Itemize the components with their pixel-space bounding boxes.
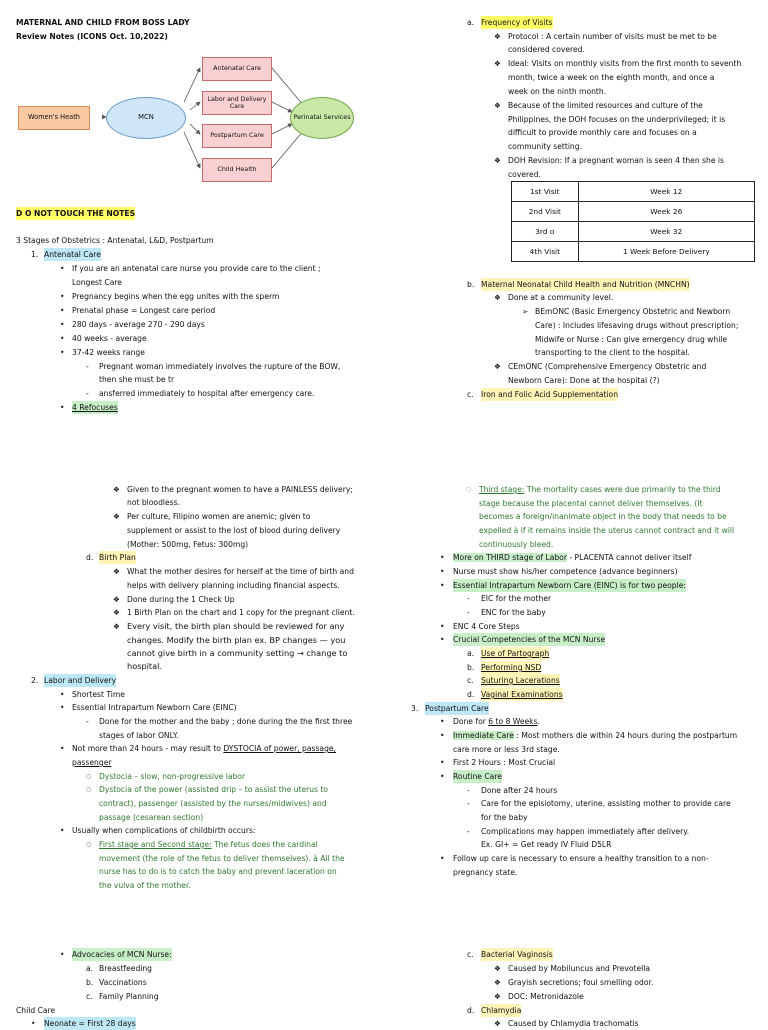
list-item: Essential Intrapartum Newborn Care (EINC) [72, 703, 237, 712]
list-item: then she must be tr [99, 375, 175, 384]
third-stage-term: Third stage: [479, 485, 525, 494]
list-item: CEmONC (Comprehensive Emergency Obstetric and [508, 362, 707, 371]
table-cell: Week 26 [578, 202, 754, 222]
birth-plan-heading: Birth Plan [99, 551, 136, 564]
list-item: 1 Birth Plan on the chart and 1 copy for the pregnant client. [127, 608, 355, 617]
list-item: Pregnancy begins when the egg unites with the sperm [72, 292, 280, 301]
table-row [512, 242, 755, 262]
list-item: movement (the role of the fetus to deliver themselves). à All the [99, 854, 345, 863]
list-letter: b. [467, 280, 475, 289]
list-item: the vulva of the mother. [99, 881, 191, 890]
list-item: hospital. [127, 661, 163, 671]
list-item: expelled à if it remains inside the uterus cannot contract and it will [479, 526, 735, 535]
list-item: contract), passenger (assisted by the nurses/midwives) and [99, 799, 327, 808]
list-item: Vaginal Examinations [481, 688, 563, 701]
mnchn-heading: Maternal Neonatal Child Health and Nutrition (MNCHN) [481, 278, 690, 291]
frequency-of-visits-heading: Frequency of Visits [481, 16, 553, 29]
table-row [512, 202, 755, 222]
dash: - [86, 389, 89, 398]
list-item: for the baby [481, 813, 528, 822]
bullet: • [60, 348, 65, 357]
list-item: Performing NSD [481, 661, 541, 674]
diamond-bullet: ❖ [113, 567, 120, 576]
diamond-bullet: ❖ [494, 1019, 501, 1028]
list-item-text: . [537, 717, 540, 726]
list-item: covered. [508, 170, 541, 179]
diamond-bullet: ❖ [113, 512, 120, 521]
postpartum-care-box: Postpartum Care [202, 124, 272, 148]
third-stage-highlight: More on THIRD stage of Labor [453, 553, 567, 562]
list-item: changes. Modify the birth plan ex. BP changes — you [127, 635, 346, 645]
bullet: • [440, 553, 445, 562]
bullet: • [60, 320, 65, 329]
list-item: nurse has to do is to catch the baby and prevent laceration on [99, 867, 337, 876]
list-item [453, 551, 691, 564]
bullet: • [440, 581, 445, 590]
list-item: Given to the pregnant women to have a PAINLESS delivery; [127, 485, 353, 494]
list-item: Dystocia of the power (assisted drip – to assist the uterus to [99, 785, 329, 794]
list-item [99, 838, 369, 851]
circle-bullet: ○ [86, 786, 92, 793]
list-item: difficult to provide monthly care and focuses on a [508, 128, 697, 137]
list-item-text: Done for [453, 717, 489, 726]
list-number: 2. [31, 676, 39, 685]
dash: - [467, 594, 470, 603]
stage-term: First stage and Second stage: [99, 840, 212, 849]
antenatal-care-heading: Antenatal Care [44, 248, 101, 261]
diamond-bullet: ❖ [113, 608, 120, 617]
list-item: 40 weeks - average [72, 334, 147, 343]
visits-table [511, 181, 755, 262]
table-cell: Week 12 [578, 182, 754, 202]
list-item: supplement or assist to the lost of blood during delivery [127, 526, 341, 535]
list-letter: c. [467, 950, 474, 959]
womens-health-box: Women's Heath [18, 106, 90, 130]
table-cell: 1st Visit [512, 182, 579, 202]
mcn-node: MCN [106, 97, 186, 139]
list-item: passage (cesarean section) [99, 813, 204, 822]
list-item: Newborn Care): Done at the hospital (?) [508, 376, 660, 385]
iron-folic-heading: Iron and Folic Acid Supplementation [481, 388, 618, 401]
list-item: Done at a community level. [508, 293, 614, 302]
list-item: ENC for the baby [481, 608, 546, 617]
list-letter: d. [86, 553, 94, 562]
list-item: 37-42 weeks range [72, 348, 145, 357]
list-item: Longest Care [72, 278, 122, 287]
diamond-bullet: ❖ [494, 156, 501, 165]
list-item: becomes a foreign/inanimate object in the body that needs to be [479, 512, 727, 521]
perinatal-services-node: Perinatal Services [290, 97, 354, 139]
diamond-bullet: ❖ [494, 964, 501, 973]
list-item: Crucial Competencies of the MCN Nurse [453, 633, 605, 646]
document-title: MATERNAL AND CHILD FROM BOSS LADY [16, 18, 190, 27]
bullet: • [440, 854, 445, 863]
list-letter: b. [86, 978, 94, 987]
list-item: Because of the limited resources and culture of the [508, 101, 703, 110]
bullet: • [60, 334, 65, 343]
list-letter: a. [86, 964, 94, 973]
list-item: helps with delivery planning including financial aspects. [127, 581, 340, 590]
labor-delivery-heading: Labor and Delivery [44, 674, 116, 687]
bullet: • [440, 758, 445, 767]
list-letter: c. [467, 676, 474, 685]
list-item-text: Not more than 24 hours - may result to [72, 744, 224, 753]
dystocia-term: DYSTOCIA of power, passage, [223, 744, 336, 753]
table-cell: Week 32 [578, 222, 754, 242]
list-item: Usually when complications of childbirth occurs: [72, 826, 256, 835]
dash: - [467, 786, 470, 795]
diamond-bullet: ❖ [494, 101, 501, 110]
list-item: ENC 4 Core Steps [453, 622, 520, 631]
table-cell: 4th Visit [512, 242, 579, 262]
list-item: Caused by Chlamydia trachomatis [508, 1019, 639, 1028]
table-cell: 1 Week Before Delivery [578, 242, 754, 262]
bullet: • [60, 306, 65, 315]
list-item: Protocol : A certain number of visits must be met to be [508, 32, 717, 41]
list-item [479, 483, 721, 496]
diamond-bullet: ❖ [494, 362, 501, 371]
list-item: Breastfeeding [99, 964, 153, 973]
list-item: Grayish secretions; foul smelling odor. [508, 978, 654, 987]
bullet: • [31, 1019, 36, 1028]
list-item: community setting. [508, 142, 582, 151]
document-subtitle: Review Notes (ICONS Oct. 10,2022) [16, 32, 168, 41]
list-letter: a. [467, 649, 475, 658]
child-care-heading: Child Care [16, 1006, 56, 1015]
bullet: • [60, 703, 65, 712]
list-item: First 2 Hours : Most Crucial [453, 758, 556, 767]
dash: - [467, 608, 470, 617]
list-item: BEmONC (Basic Emergency Obstetric and Newborn [535, 307, 731, 316]
dash: - [467, 827, 470, 836]
diamond-bullet: ❖ [494, 293, 501, 302]
list-item [453, 729, 737, 742]
table-cell: 2nd Visit [512, 202, 579, 222]
bullet: • [60, 690, 65, 699]
postpartum-care-heading: Postpartum Care [425, 702, 489, 715]
list-letter: d. [467, 690, 475, 699]
list-item: Care) : Includes lifesaving drugs without prescription; [535, 321, 739, 330]
list-item: not bloodless. [127, 498, 181, 507]
list-item: pregnancy state. [453, 868, 518, 877]
list-item: Follow up care is necessary to ensure a healthy transition to a non- [453, 854, 709, 863]
list-item: (Mother: 500mg, Fetus: 300mg) [127, 540, 249, 549]
list-item: week on the ninth month. [508, 87, 607, 96]
bullet: • [440, 731, 445, 740]
list-letter: c. [86, 992, 93, 1001]
bullet: • [60, 292, 65, 301]
list-item: Family Planning [99, 992, 159, 1001]
bullet: • [440, 717, 445, 726]
diamond-bullet: ❖ [494, 992, 501, 1001]
list-item: Ideal: Visits on monthly visits from the first month to seventh [508, 59, 742, 68]
bullet: • [440, 772, 445, 781]
list-item: considered covered. [508, 45, 585, 54]
refocuses-item: 4 Refocuses [72, 401, 118, 414]
list-item: cannot give birth in a community setting → change to [127, 648, 348, 658]
list-item [453, 715, 540, 728]
list-item: Suturing Lacerations [481, 674, 560, 687]
arrow-bullet: ➢ [522, 307, 529, 316]
circle-bullet: ○ [86, 841, 92, 848]
antenatal-care-box: Antenatal Care [202, 57, 272, 81]
dash: - [467, 799, 470, 808]
bullet: • [60, 826, 65, 835]
bullet: • [440, 622, 445, 631]
duration-term: 6 to 8 Weeks [488, 717, 538, 726]
list-item: care more or less 3rd stage. [453, 745, 560, 754]
list-item-text: The fetus does the cardinal [211, 840, 318, 849]
list-item: Pregnant woman immediately involves the rupture of the BOW, [99, 362, 341, 371]
list-item: Every visit, the birth plan should be reviewed for any [127, 621, 345, 631]
list-item [72, 742, 336, 755]
list-number: 3. [411, 704, 419, 713]
routine-care-term: Routine Care [453, 770, 502, 783]
diamond-bullet: ❖ [494, 978, 501, 987]
diamond-bullet: ❖ [494, 59, 501, 68]
list-item: DOH Revision: If a pregnant woman is seen 4 then she is [508, 156, 724, 165]
neonate-item: Neonate = First 28 days [44, 1017, 136, 1030]
immediate-care-term: Immediate Care [453, 731, 514, 740]
do-not-touch-notice: D O NOT TOUCH THE NOTES [16, 207, 135, 220]
list-item: Done during the 1 Check Up [127, 595, 235, 604]
list-number: 1. [31, 250, 39, 259]
list-item: continuously bleed. [479, 540, 554, 549]
list-item: Use of Partograph [481, 647, 549, 660]
list-item-text: : Most mothers die within 24 hours during the postpartum [513, 731, 738, 740]
bullet: • [440, 567, 445, 576]
bullet: • [440, 635, 445, 644]
list-item-text: - PLACENTA cannot deliver itself [566, 553, 692, 562]
bullet: • [60, 744, 65, 753]
table-cell: 3rd o [512, 222, 579, 242]
list-item: Shortest Time [72, 690, 125, 699]
advocacies-heading: Advocacies of MCN Nurse: [72, 948, 172, 961]
list-item: Dystocia – slow, non-progressive labor [99, 772, 246, 781]
chlamydia-heading: Chlamydia [481, 1004, 521, 1017]
list-letter: c. [467, 390, 474, 399]
list-item: ansferred immediately to hospital after emergency care. [99, 389, 315, 398]
bullet: • [60, 264, 65, 273]
list-item-text: The mortality cases were due primarily to the third [524, 485, 721, 494]
dash: - [86, 717, 89, 726]
stages-heading: 3 Stages of Obstetrics : Antenatal, L&D, Postpartum [16, 236, 214, 245]
list-item: Philippines, the DOH focuses on the underprivileged; it is [508, 115, 726, 124]
bullet: • [60, 950, 65, 959]
list-item: Done after 24 hours [481, 786, 558, 795]
list-letter: b. [467, 663, 475, 672]
list-item: EIC for the mother [481, 594, 552, 603]
list-item: Midwife or Nurse : Can give emergency drug while [535, 335, 728, 344]
list-item: Per culture, Filipino women are anemic; given to [127, 512, 311, 521]
list-item: Done for the mother and the baby ; done during the the first three [99, 717, 353, 726]
circle-bullet: ○ [466, 486, 472, 493]
list-item: Nurse must show his/her competence (advance beginners) [453, 567, 678, 576]
list-item: Prenatal phase = Longest care period [72, 306, 216, 315]
list-item: Essential Intrapartum Newborn Care (EINC) is for two people: [453, 579, 686, 592]
list-item: If you are an antenatal care nurse you provide care to the client ; [72, 264, 321, 273]
diamond-bullet: ❖ [113, 622, 120, 631]
labor-delivery-care-box: Labor and Delivery Care [202, 91, 272, 115]
dash: - [86, 362, 89, 371]
list-letter: a. [467, 18, 475, 27]
table-row [512, 182, 755, 202]
diamond-bullet: ❖ [113, 595, 120, 604]
table-row [512, 222, 755, 242]
list-item: month, twice a week on the eighth month, and once a [508, 73, 715, 82]
list-item: Vaccinations [99, 978, 147, 987]
list-item: transporting to the client to the hospital. [535, 348, 690, 357]
list-item: 280 days - average 270 - 290 days [72, 320, 205, 329]
list-letter: d. [467, 1006, 475, 1015]
list-item: What the mother desires for herself at the time of birth and [127, 567, 354, 576]
child-health-box: Child Health [202, 158, 272, 182]
list-item: Complications may happen immediately after delivery. [481, 827, 690, 836]
list-item: DOC: Metronidazole [508, 992, 584, 1001]
list-item: Caused by Mobiluncus and Prevotella [508, 964, 651, 973]
diamond-bullet: ❖ [494, 32, 501, 41]
bacterial-vaginosis-heading: Bacterial Vaginosis [481, 948, 553, 961]
diamond-bullet: ❖ [113, 485, 120, 494]
list-item: Care for the episiotomy, uterine, assisting mother to provide care [481, 799, 731, 808]
bullet: • [60, 403, 65, 412]
circle-bullet: ○ [86, 773, 92, 780]
list-item: Ex. GI+ = Get ready IV Fluid D5LR [481, 840, 612, 849]
list-item: passenger [72, 758, 112, 767]
list-item: stage because the placental cannot deliver themselves. (It [479, 499, 703, 508]
list-item: stages of labor ONLY. [99, 731, 179, 740]
